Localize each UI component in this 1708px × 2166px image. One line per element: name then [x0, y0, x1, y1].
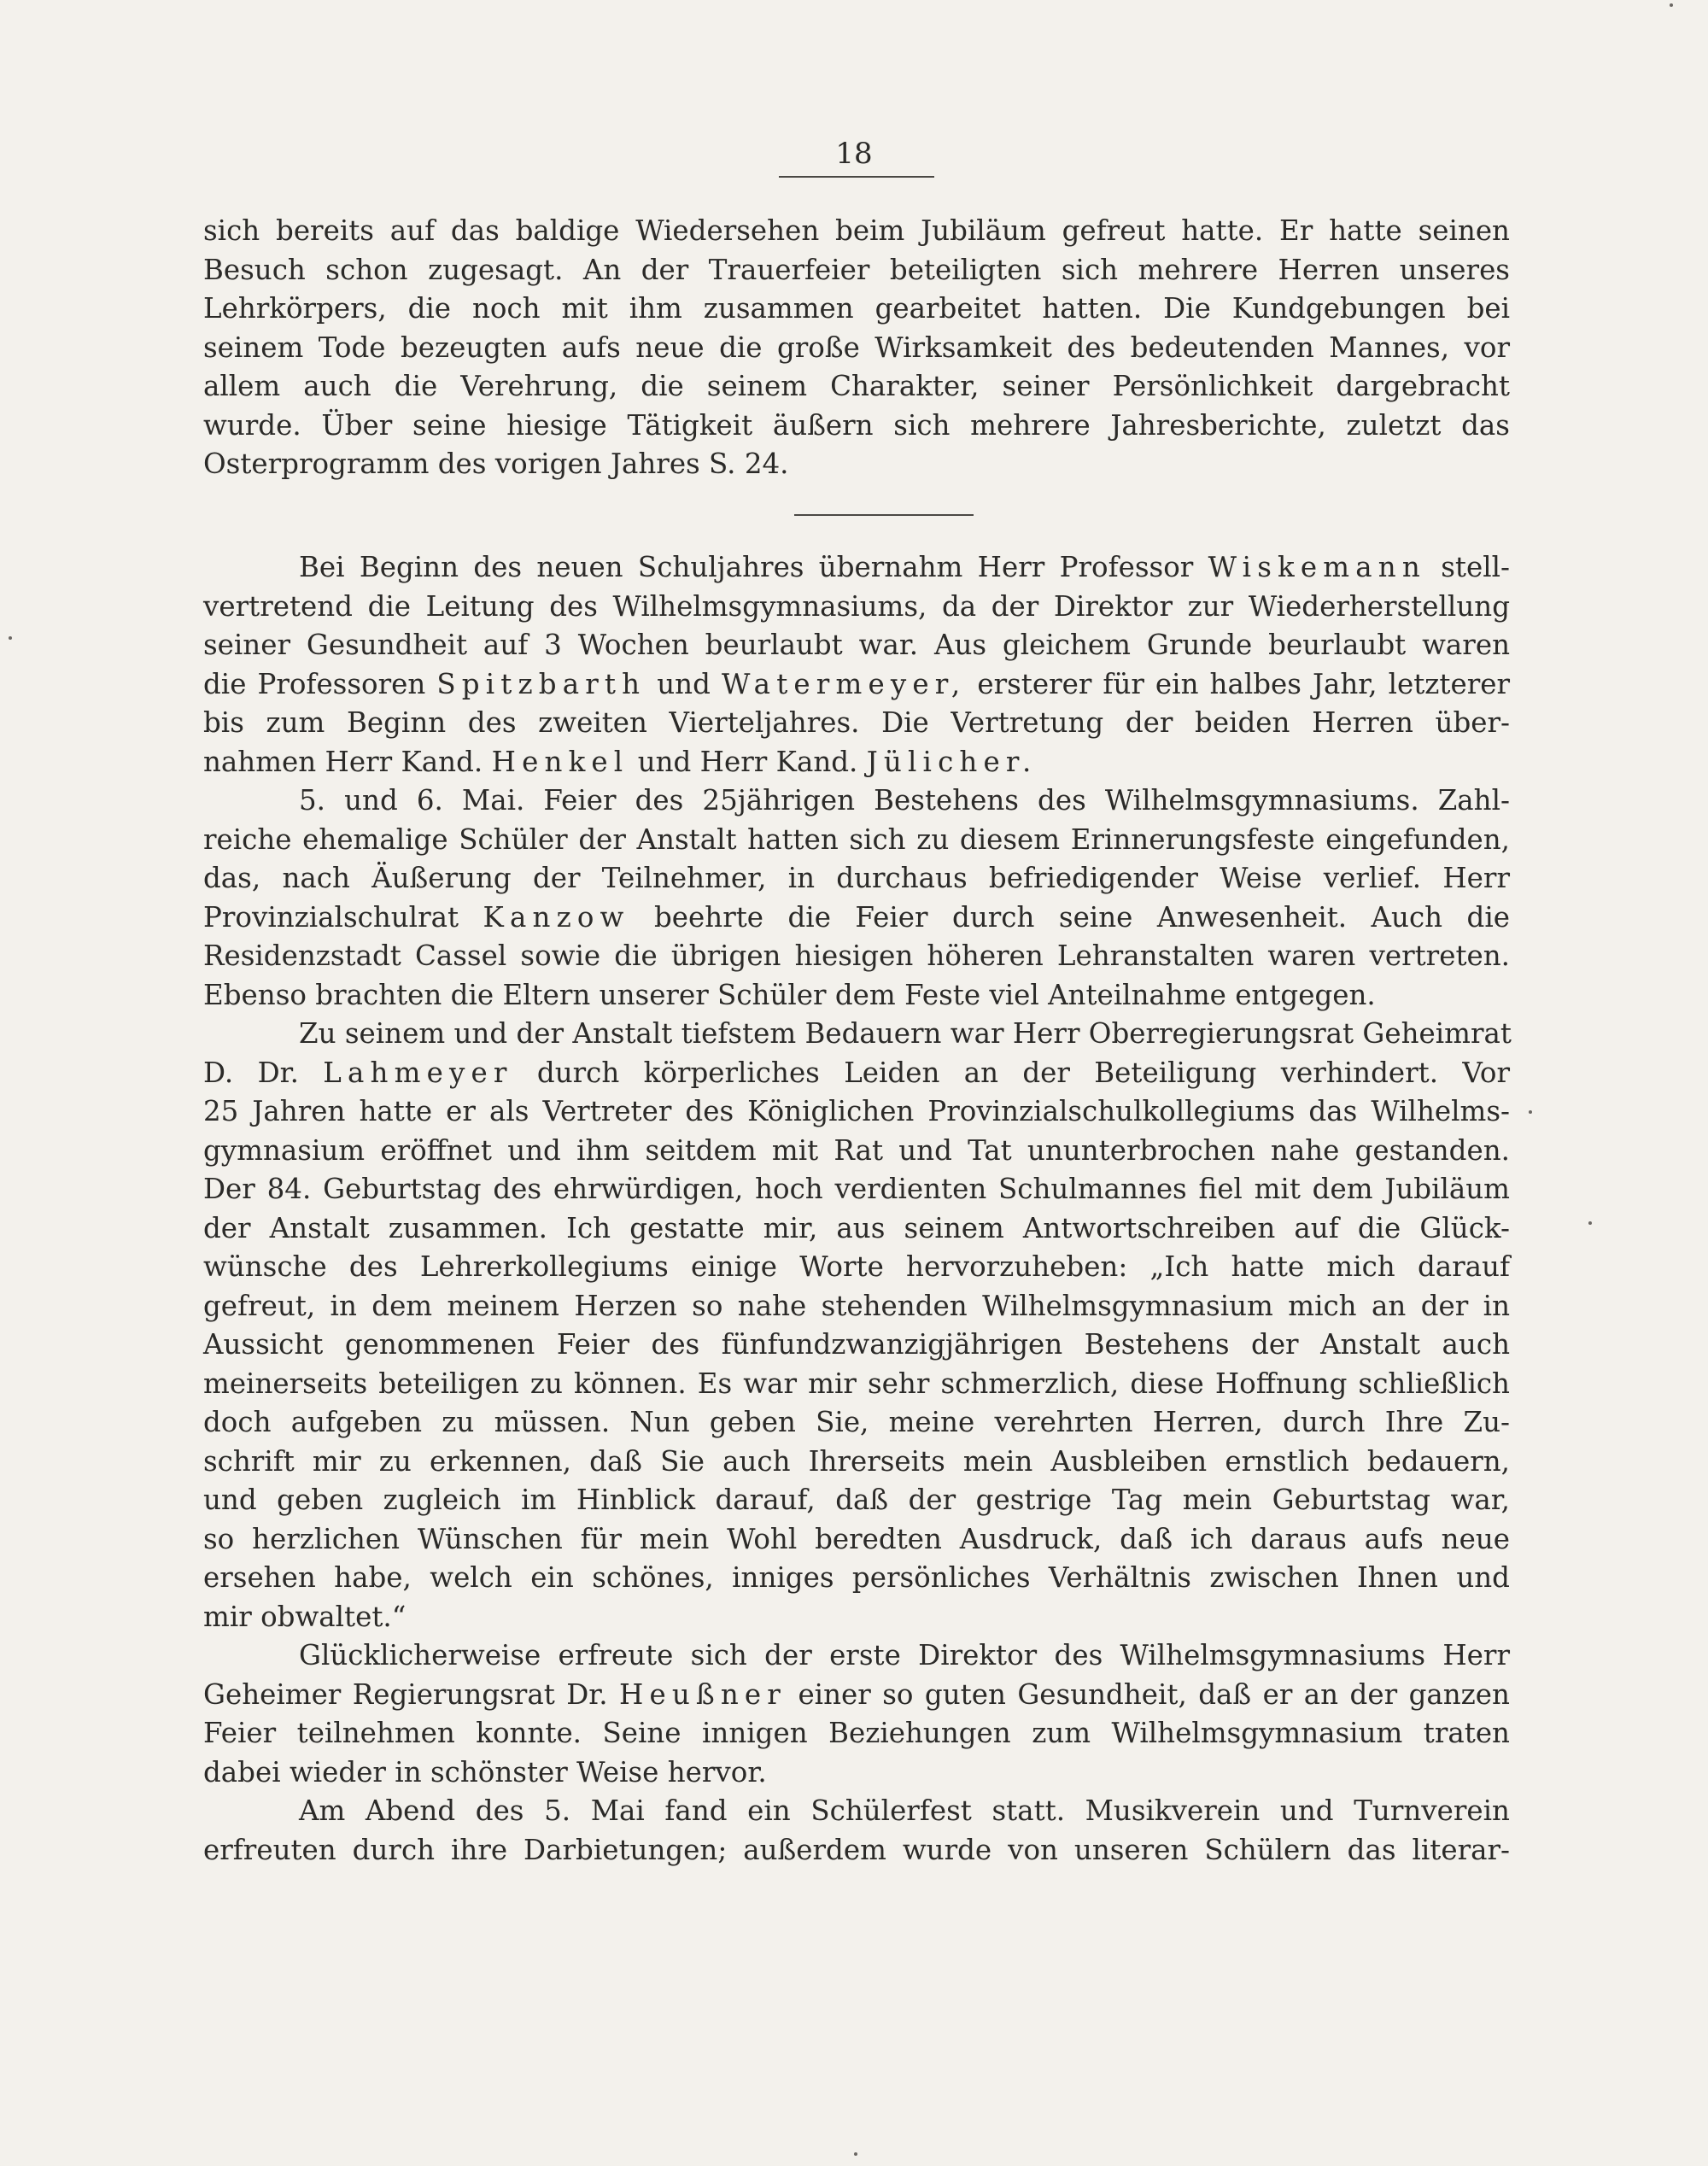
text-fragment: die Professoren — [203, 667, 426, 700]
text-line: 25 Jahren hatte er als Vertreter des Königlichen Provinzialschulkollegiums das Wilhelms- — [203, 1095, 1510, 1127]
text-line: der Anstalt zusammen. Ich gestatte mir, aus seinem Antwortschreiben auf die Glück- — [203, 1211, 1510, 1244]
text-fragment: durch körperliches Leiden an der Beteiligung verhindert. Vor — [536, 1056, 1510, 1089]
text-fragment: beehrte die Feier durch seine Anwesenheit. Auch die — [654, 900, 1510, 934]
text-fragment: und — [657, 667, 711, 700]
speck — [1529, 1110, 1532, 1114]
text-fragment: Geheimer Regierungsrat Dr. — [203, 1677, 608, 1711]
person-name: Henkel — [491, 745, 629, 778]
speck — [1588, 1221, 1592, 1225]
text-line — [203, 743, 1510, 782]
person-name: Wiskemann — [1208, 551, 1426, 583]
section-divider — [794, 514, 974, 516]
text-line: Ebenso brachten die Eltern unserer Schüler dem Feste viel Anteilnahme entgegen. — [203, 978, 1376, 1011]
text-line: Zu seinem und der Anstalt tiefstem Bedauern war Herr Oberregierungsrat Geheimrat — [299, 1017, 1512, 1050]
speck — [9, 636, 12, 640]
text-line — [203, 665, 1510, 705]
text-line: vertretend die Leitung des Wilhelmsgymnasiums, da der Direktor zur Wiederherstellung — [203, 589, 1510, 623]
text-line: gymnasium eröffnet und ihm seitdem mit Rat und Tat ununterbrochen nahe gestanden. — [203, 1133, 1510, 1167]
text-line: Lehrkörpers, die noch mit ihm zusammen gearbeitet hatten. Die Kundgebungen bei — [203, 292, 1510, 325]
text-line: reiche ehemalige Schüler der Anstalt hatten sich zu diesem Erinnerungsfeste eingefunden, — [203, 822, 1510, 856]
text-line: seinem Tode bezeugten aufs neue die große Wirksamkeit des bedeutenden Mannes, vor — [203, 331, 1510, 364]
text-fragment: Bei Beginn des neuen Schuljahres übernahm Herr Professor — [299, 551, 1194, 583]
person-name: Lahmeyer — [323, 1056, 513, 1089]
text-line: mir obwaltet.“ — [203, 1600, 407, 1633]
text-line: allem auch die Verehrung, die seinem Charakter, seiner Persönlichkeit dargebracht — [203, 370, 1510, 402]
text-line: Residenzstadt Cassel sowie die übrigen hiesigen höheren Lehranstalten waren vertreten. — [203, 940, 1510, 972]
text-line: das, nach Äußerung der Teilnehmer, in durchaus befriedigender Weise verlief. Herr — [203, 862, 1510, 894]
text-line: gefreut, in dem meinem Herzen so nahe stehenden Wilhelmsgymnasium mich an der in — [203, 1289, 1510, 1322]
text-line: erfreuten durch ihre Darbietungen; außerdem wurde von unseren Schülern das literar- — [203, 1833, 1510, 1866]
text-fragment: stell- — [1441, 551, 1510, 583]
person-name: Spitzbarth — [436, 667, 646, 700]
text-line: meinerseits beteiligen zu können. Es war mir sehr schmerzlich, diese Hoffnung schließlich — [203, 1367, 1510, 1400]
text-line — [203, 548, 1510, 588]
speck — [854, 2152, 857, 2156]
page-number: 18 — [835, 137, 873, 171]
text-line: wünsche des Lehrerkollegiums einige Worte hervorzuheben: „Ich hatte mich darauf — [203, 1250, 1510, 1283]
text-line: 5. und 6. Mai. Feier des 25jährigen Bestehens des Wilhelmsgymnasiums. Zahl- — [299, 784, 1510, 817]
text-fragment: nahmen Herr Kand. — [203, 745, 483, 778]
text-line: bis zum Beginn des zweiten Vierteljahres. Die Vertretung der beiden Herren über- — [203, 706, 1510, 739]
text-line: Der 84. Geburtstag des ehrwürdigen, hoch verdienten Schulmannes fiel mit dem Jubiläum — [203, 1173, 1510, 1205]
person-name: Kanzow — [483, 900, 630, 934]
text-fragment: Provinzialschulrat — [203, 900, 459, 934]
text-line: schrift mir zu erkennen, daß Sie auch Ihrerseits mein Ausbleiben ernstlich bedauern, — [203, 1444, 1510, 1478]
text-line: sich bereits auf das baldige Wiedersehen beim Jubiläum gefreut hatte. Er hatte seinen — [203, 214, 1510, 247]
text-line — [203, 1676, 1510, 1715]
text-line: und geben zugleich im Hinblick darauf, daß der gestrige Tag mein Geburtstag war, — [203, 1484, 1510, 1516]
person-name: Jülicher. — [866, 745, 1038, 778]
text-line: doch aufgeben zu müssen. Nun geben Sie, meine verehrten Herren, durch Ihre Zu- — [203, 1406, 1510, 1438]
text-line — [203, 1054, 1510, 1093]
text-line: dabei wieder in schönster Weise hervor. — [203, 1755, 767, 1788]
page-number-rule — [779, 176, 934, 178]
text-line: ersehen habe, welch ein schönes, inniges persönliches Verhältnis zwischen Ihnen und — [203, 1561, 1510, 1594]
text-line: so herzlichen Wünschen für mein Wohl beredten Ausdruck, daß ich daraus aufs neue — [203, 1522, 1510, 1555]
text-line: seiner Gesundheit auf 3 Wochen beurlaubt war. Aus gleichem Grunde beurlaubt waren — [203, 629, 1510, 661]
chronicle-section — [203, 548, 1510, 1870]
text-fragment: D. Dr. — [203, 1056, 299, 1089]
text-line: Besuch schon zugesagt. An der Trauerfeier beteiligten sich mehrere Herren unseres — [203, 253, 1510, 286]
text-fragment: einer so guten Gesundheit, daß er an der ganzen — [798, 1677, 1510, 1711]
text-line: Aussicht genommenen Feier des fünfundzwanzigjährigen Bestehens der Anstalt auch — [203, 1328, 1510, 1361]
text-line: wurde. Über seine hiesige Tätigkeit äußern sich mehrere Jahresberichte, zuletzt das — [203, 408, 1510, 442]
text-fragment: und Herr Kand. — [637, 745, 858, 778]
person-name: Heußner — [619, 1677, 787, 1711]
text-line: Osterprogramm des vorigen Jahres S. 24. — [203, 448, 789, 480]
person-name: Watermeyer, — [721, 667, 967, 700]
text-line: Feier teilnehmen konnte. Seine innigen Beziehungen zum Wilhelmsgymnasium traten — [203, 1717, 1510, 1749]
text-line: Glücklicherweise erfreute sich der erste Direktor des Wilhelmsgymnasiums Herr — [299, 1639, 1510, 1671]
text-fragment: ersterer für ein halbes Jahr, letzterer — [977, 667, 1511, 700]
continued-paragraph — [203, 212, 1510, 484]
text-line: Am Abend des 5. Mai fand ein Schülerfest statt. Musikverein und Turnverein — [299, 1794, 1510, 1827]
speck — [1670, 3, 1673, 7]
text-line — [203, 899, 1510, 938]
